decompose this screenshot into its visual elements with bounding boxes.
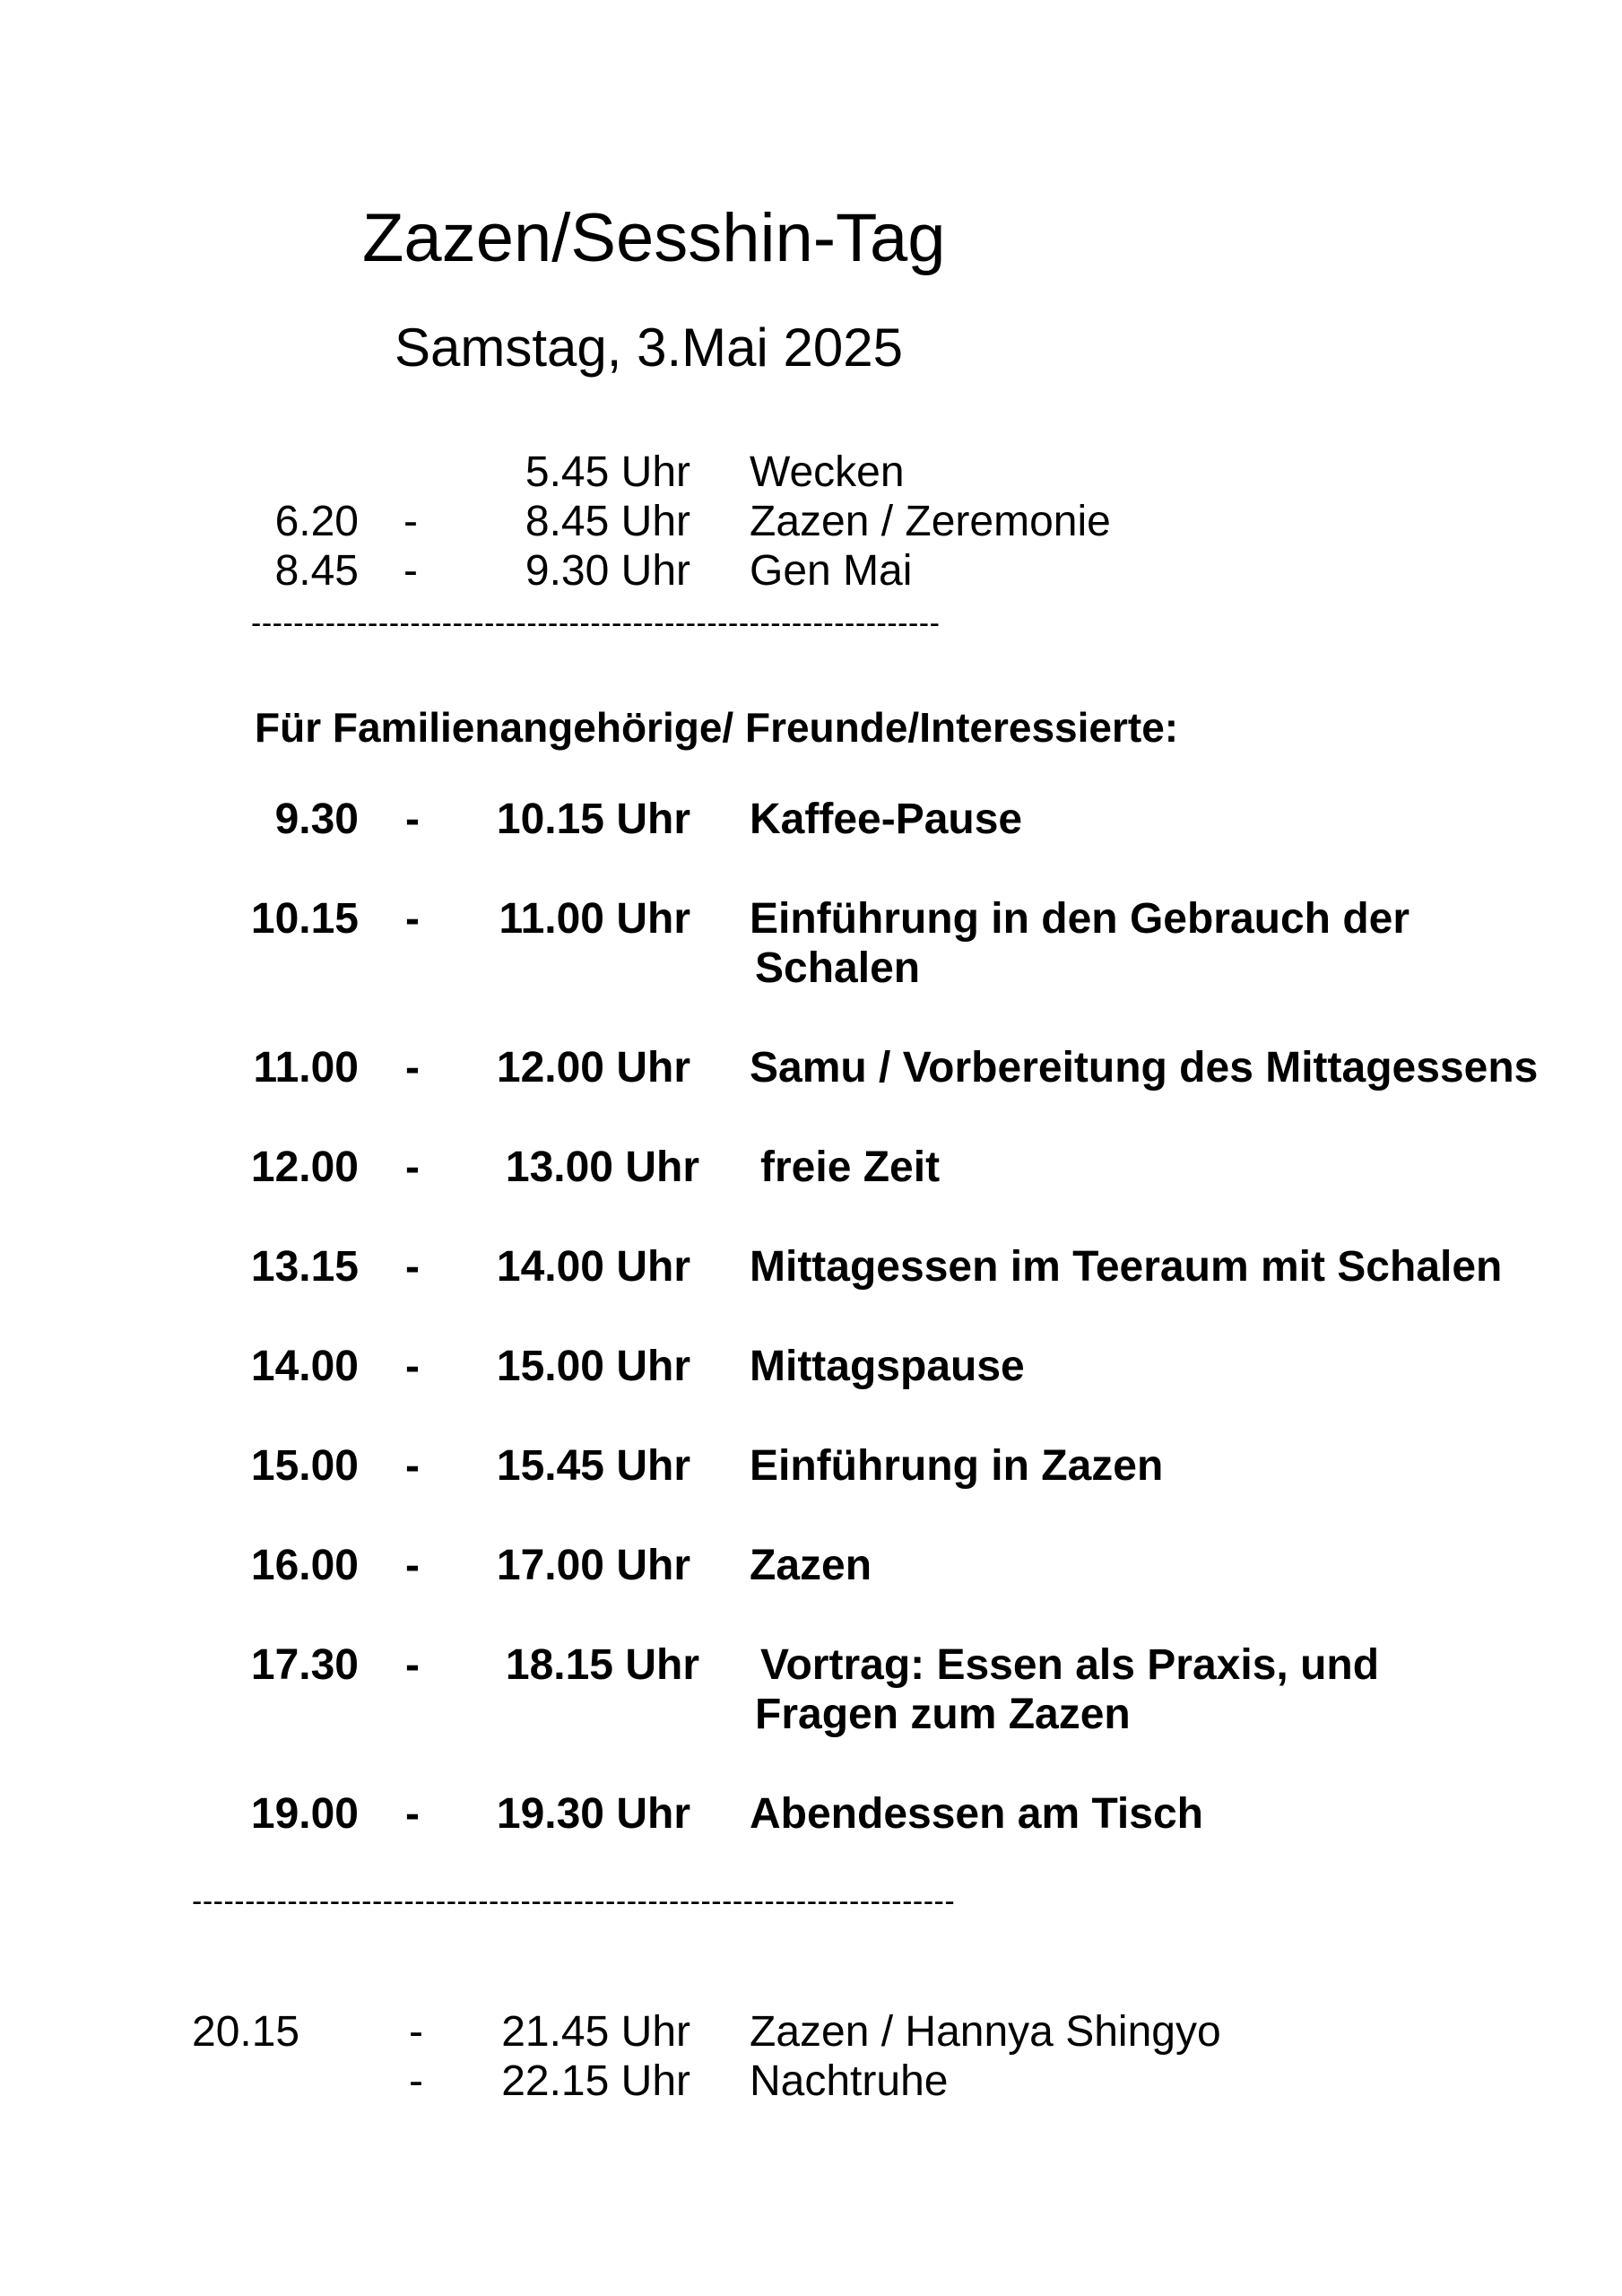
end-time: 13.00 Uhr (505, 1144, 699, 1191)
activity: Samu / Vorbereitung des Mittagessens (750, 1044, 1539, 1091)
end-time: 21.45 Uhr (501, 2008, 690, 2056)
end-time: 12.00 Uhr (496, 1044, 690, 1091)
activity: Zazen (750, 1542, 872, 1589)
separator-line: ------------------------------------------------------------------------ (192, 1886, 956, 1917)
time-dash: - (405, 1790, 420, 1838)
end-time: 8.45 Uhr (525, 498, 690, 545)
time-dash: - (405, 1144, 420, 1191)
start-time: 16.00 (250, 1542, 359, 1589)
start-time: 9.30 (274, 796, 359, 843)
start-time: 13.15 (250, 1243, 359, 1291)
page-title: Zazen/Sesshin-Tag (362, 200, 946, 276)
activity: Zazen / Hannya Shingyo (750, 2008, 1221, 2056)
start-time: 15.00 (250, 1442, 359, 1490)
time-dash: - (405, 1343, 420, 1390)
time-dash: - (405, 1641, 420, 1689)
time-dash: - (405, 1243, 420, 1291)
start-time: 20.15 (192, 2008, 300, 2056)
start-time: 19.00 (250, 1790, 359, 1838)
activity: Nachtruhe (750, 2057, 949, 2105)
end-time: 11.00 Uhr (499, 895, 690, 943)
event-date: Samstag, 3.Mai 2025 (395, 317, 903, 378)
start-time: 8.45 (274, 547, 359, 595)
end-time: 18.15 Uhr (505, 1641, 699, 1689)
section-heading: Für Familienangehörige/ Freunde/Interessierte: (255, 704, 1179, 751)
end-time: 9.30 Uhr (525, 547, 690, 595)
end-time: 19.30 Uhr (496, 1790, 690, 1838)
activity: Mittagspause (750, 1343, 1025, 1390)
start-time: 12.00 (250, 1144, 359, 1191)
end-time: 15.00 Uhr (496, 1343, 690, 1390)
activity: Einführung in den Gebrauch der (750, 895, 1410, 943)
activity: Einführung in Zazen (750, 1442, 1164, 1490)
end-time: 5.45 Uhr (525, 448, 690, 496)
activity-continuation: Fragen zum Zazen (755, 1691, 1131, 1738)
end-time: 10.15 Uhr (496, 796, 690, 843)
start-time: 10.15 (250, 895, 359, 943)
activity: Wecken (750, 448, 905, 496)
start-time: 6.20 (274, 498, 359, 545)
time-dash: - (405, 895, 420, 943)
activity: Gen Mai (750, 547, 913, 595)
activity: Kaffee-Pause (750, 796, 1023, 843)
time-dash: - (403, 547, 418, 595)
end-time: 14.00 Uhr (496, 1243, 690, 1291)
time-dash: - (409, 2057, 423, 2105)
time-dash: - (405, 1442, 420, 1490)
end-time: 17.00 Uhr (496, 1542, 690, 1589)
end-time: 15.45 Uhr (496, 1442, 690, 1490)
separator-line: ----------------------------------------------------------------- (251, 608, 941, 639)
activity-continuation: Schalen (755, 944, 921, 992)
time-dash: - (403, 498, 418, 545)
end-time: 22.15 Uhr (501, 2057, 690, 2105)
time-dash: - (405, 796, 420, 843)
activity: Mittagessen im Teeraum mit Schalen (750, 1243, 1503, 1291)
activity: freie Zeit (760, 1144, 941, 1191)
activity: Abendessen am Tisch (750, 1790, 1203, 1838)
start-time: 14.00 (250, 1343, 359, 1390)
start-time: 11.00 (253, 1044, 359, 1091)
activity: Vortrag: Essen als Praxis, und (760, 1641, 1380, 1689)
start-time: 17.30 (250, 1641, 359, 1689)
activity: Zazen / Zeremonie (750, 498, 1111, 545)
time-dash: - (409, 2008, 423, 2056)
time-dash: - (405, 1542, 420, 1589)
time-dash: - (405, 1044, 420, 1091)
